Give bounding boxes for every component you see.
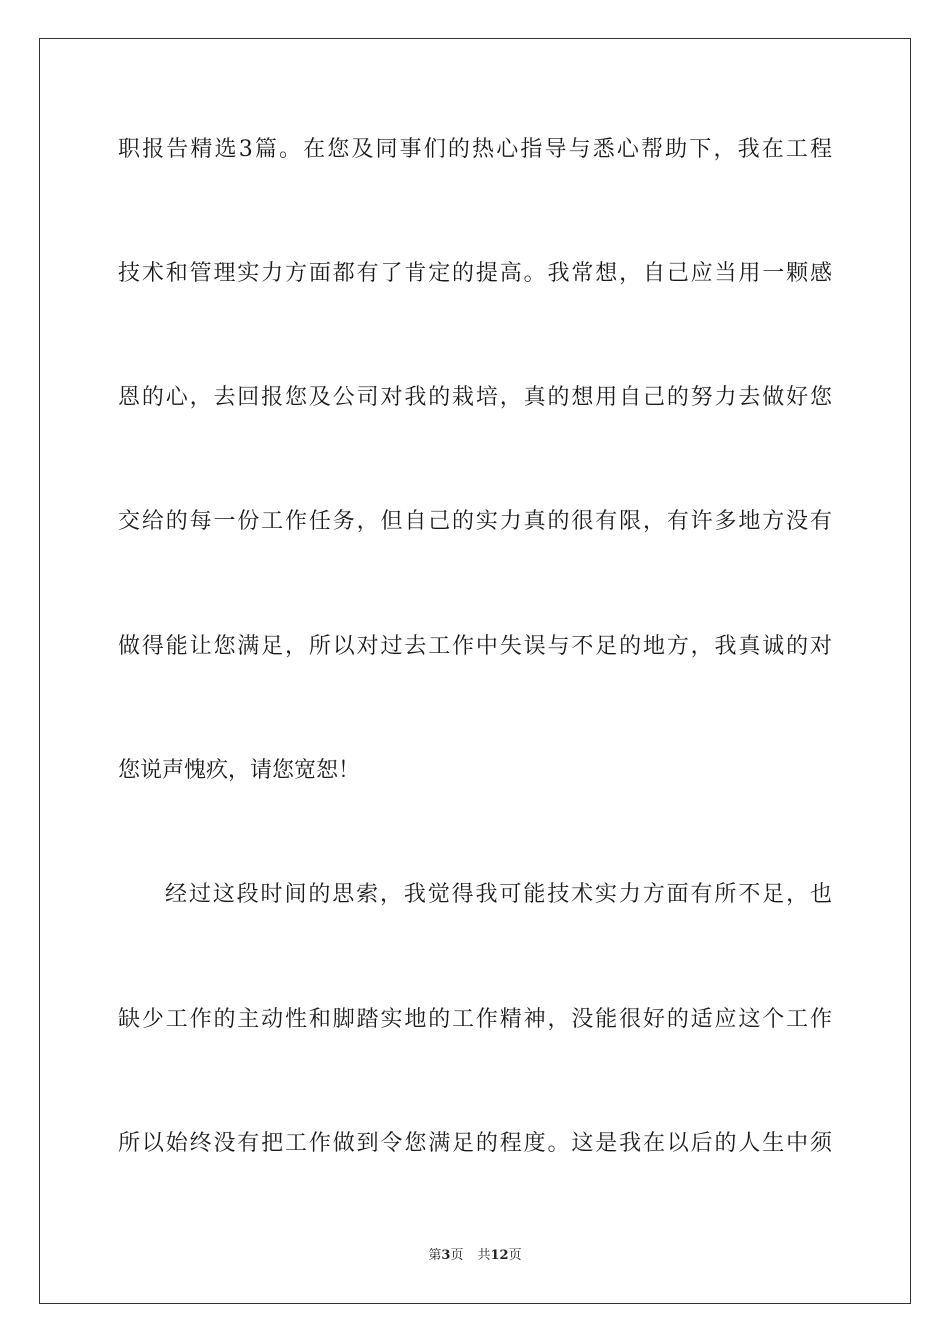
total-prefix: 共 — [477, 1248, 491, 1263]
page-suffix: 页 — [450, 1248, 464, 1263]
text-line: 您说声愧疚，请您宽恕！ — [118, 758, 361, 783]
paragraph-first-line: 经过这段时间的思索，我觉得我可能技术实力方面有所不足，也 — [165, 882, 832, 907]
text-line: 技术和管理实力方面都有了肯定的提高。我常想，自己应当用一颗感 — [118, 261, 832, 286]
text-line: 职报告精选3篇。在您及同事们的热心指导与悉心帮助下，我在工程 — [118, 137, 832, 162]
text-line: 恩的心，去回报您及公司对我的栽培，真的想用自己的努力去做好您 — [118, 385, 832, 410]
total-suffix: 页 — [508, 1248, 522, 1263]
text-line: 缺少工作的主动性和脚踏实地的工作精神，没能很好的适应这个工作 — [118, 1007, 832, 1032]
page-number: 3 — [441, 1248, 451, 1263]
text-line: 交给的每一份工作任务，但自己的实力真的很有限，有许多地方没有 — [118, 509, 832, 534]
text-line: 所以始终没有把工作做到令您满足的程度。这是我在以后的人生中须 — [118, 1131, 832, 1156]
page-border — [39, 38, 911, 1304]
page-prefix: 第 — [428, 1248, 442, 1263]
page-footer — [0, 1247, 950, 1265]
text-line: 做得能让您满足，所以对过去工作中失误与不足的地方，我真诚的对 — [118, 634, 832, 659]
total-pages: 12 — [490, 1248, 509, 1263]
